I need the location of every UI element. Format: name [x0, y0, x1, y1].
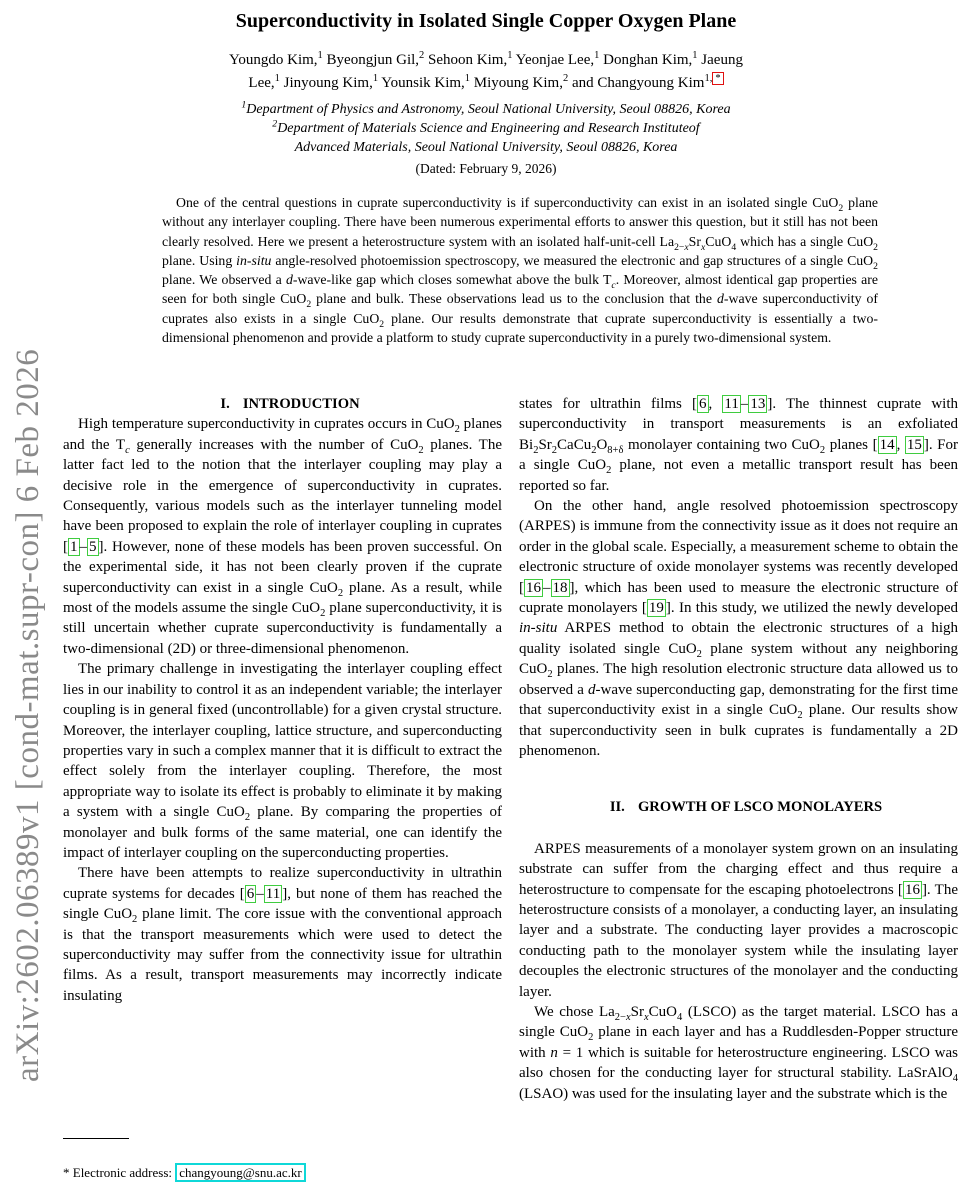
subscript-text: 2 — [337, 587, 344, 599]
intro-paragraph-3: There have been attempts to realize superconductivity in ultrathin cuprate systems for decades [ 6 – 11 ], but none of them has reached the single CuO$_2$ plane limit. The core issue with the conventional approach is that the transport measurements which were used to detect the superconductivity may suffer from the connectivity issue for ultrathin films. As a result, transport measurements may incorrectly indicate insulating — [63, 865, 502, 1004]
supscript-text: 1 — [507, 50, 513, 61]
citation-link[interactable]: 6 — [699, 396, 707, 412]
citation-link[interactable]: 11 — [724, 396, 739, 412]
affiliation-line-1: $^1$Department of Physics and Astronomy, Seoul National University, Seoul 08826, Korea — [241, 99, 731, 117]
italic-text: n — [550, 1044, 558, 1061]
footnote-block — [63, 1138, 503, 1181]
subscript-text: x — [684, 241, 689, 253]
subscript-text: 8+δ — [607, 444, 624, 456]
footnote-marker: * — [63, 1165, 70, 1180]
subscript-text: 2 — [819, 444, 826, 456]
subscript-text: 2 — [696, 648, 702, 660]
left-column — [63, 394, 502, 1104]
italic-text: d — [588, 681, 596, 698]
affiliation-line-2: $^2$Department of Materials Science and Engineering and Research Instituteof — [272, 118, 700, 136]
subscript-text: x — [700, 241, 706, 253]
subscript-text: 4 — [677, 1011, 683, 1023]
supscript-text: 1 — [317, 50, 323, 61]
abstract — [162, 193, 878, 347]
footnote-marker-link[interactable]: * — [712, 72, 723, 85]
section-title: GROWTH OF LSCO MONOLAYERS — [637, 799, 883, 816]
arpes-paragraph: On the other hand, angle resolved photoemission spectroscopy (ARPES) is immune from the connectivity issue as it does not require an order in the global scale. Especially, a measurement scheme to obtain the electronic structure of oxide monolayer systems was recently developed [ 16 – 18 ], which has been used to measure the electronic structure of cuprate monolayers [ 19 ]. In this study, we utilized the newly developed in-situ ARPES method to obtain the electronic structures of a high quality isolated single CuO$_2$ plane system without any neighboring CuO$_2$ planes. The high resolution electronic structure data allowed us to observed a d-wave superconducting gap, demonstrating for the first time that superconductivity exist in a single CuO$_2$ plane. Our results show that superconductivity seen in bulk cuprates is fundamentally a 2D phenomenon. — [519, 498, 958, 759]
subscript-text: 2 — [588, 1032, 594, 1044]
footnote-rule — [63, 1138, 129, 1139]
continuation-paragraph: states for ultrathin films [ 6 , 11 – 13 ]. The thinnest cuprate with superconductivity in transport measurements is an exfoliated $Bi_2Sr_2CaCu_2O_{8+\delta}$ monolayer containing two CuO$_2$ planes [ 14 , 15 ]. For a single CuO$_2$ plane, not even a metallic transport result has been reported so far. — [519, 396, 959, 494]
citation-link[interactable]: 5 — [89, 538, 97, 555]
email-link[interactable]: changyoung@snu.ac.kr — [175, 1163, 305, 1182]
intro-paragraph-2: The primary challenge in investigating the interlayer coupling effect lies in our inability to control it as an independent variable; the interlayer coupling is in general fixed (uncontrollable) for a given crystal structure. Moreover, the interlayer coupling, lattice structure, and superconducting properties vary in such a complex manner that it is difficult to extract the effect solely from the interlayer coupling. Therefore, the most appropriate way to isolate its effect is probably to eliminate it by making a system with a single CuO$_2$ plane. By comparing the properties of monolayer and bulk forms of the same material, one can identify the impact of interlayer coupling on the superconducting properties. — [63, 661, 502, 861]
subscript-text: 2 — [591, 444, 597, 456]
section-title: INTRODUCTION — [242, 396, 360, 412]
supscript-text: 1 — [692, 50, 698, 61]
citation-link[interactable]: 6 — [246, 885, 255, 902]
italic-text: in-situ — [236, 252, 272, 268]
right-column — [519, 394, 958, 1104]
citation-link[interactable]: 16 — [904, 881, 920, 898]
footnote — [63, 1165, 503, 1181]
author-line-2: Lee,$^1$ Jinyoung Kim,$^1$ Younsik Kim,$^1$ Miyoung Kim,$^2$ and Changyoung Kim$^{1,}$ * — [90, 72, 882, 95]
subscript-text: 2 — [797, 710, 803, 722]
subscript-text: x — [625, 1011, 631, 1023]
intro-paragraph-1: High temperature superconductivity in cuprates occurs in CuO$_2$ planes and the $T_c$ generally increases with the number of CuO$_2$ planes. The latter fact led to the notion that the interlayer coupling may play a decisive role in the emergence of superconductivity in cuprates. Consequently, various models such as the interlayer tunneling model have been proposed to explain the role of interlayer coupling in cuprates [ 1 – 5 ]. However, none of these models has been proven successful. On the experimental side, it has not been clearly proven if the cuprate superconductivity can exist in a single CuO$_2$ plane. As a result, while most of the models assume the single CuO$_2$ plane superconductivity, it is still uncertain whether cuprate superconductivity is fundamentally a two-dimensional (2D) or three-dimensional phenomenon. — [63, 416, 503, 657]
citation-link[interactable]: 14 — [879, 436, 895, 453]
growth-paragraph-1: ARPES measurements of a monolayer system grown on an insulating substrate can suffer from the charging effect and thus require a heterostructure to compensate for the escaping photoelectrons [ 16 ]. The heterostructure consists of a monolayer, a conducting layer, an insulating layer and a substrate. The conducting layer provides a macroscopic conducting path to the monolayer system while the insulating layer decouples the electronic structures of the monolayer and the conducting layer. — [519, 840, 959, 1000]
supscript-text: 2 — [419, 50, 425, 61]
date-line: (Dated: February 9, 2026) — [415, 161, 557, 176]
two-column-body — [63, 394, 958, 1104]
subscript-text: 2 — [454, 424, 460, 436]
citation-link[interactable]: 11 — [265, 885, 281, 902]
subscript-text: 2 — [306, 299, 312, 311]
subscript-text: 2 — [244, 812, 251, 824]
supscript-text: 1 — [464, 73, 471, 84]
citation-link[interactable]: 16 — [526, 579, 541, 596]
subscript-text: 2− — [614, 1011, 626, 1023]
citation-link[interactable]: 15 — [906, 436, 922, 453]
supscript-text: 1 — [372, 73, 379, 84]
section-heading-growth — [519, 797, 958, 817]
author-list — [90, 49, 882, 95]
subscript-text: 2 — [533, 444, 539, 456]
subscript-text: x — [643, 1011, 649, 1023]
subscript-text: 4 — [731, 241, 737, 253]
abstract-paragraph: One of the central questions in cuprate superconductivity is if superconductivity can exist in an isolated single CuO$_2$ plane without any interlayer coupling. There have been numerous experimental efforts to answer this question, but it still has not been clearly resolved. Here we present a heterostructure system with an isolated half-unit-cell $La_{2-x}Sr_xCuO_4$ which has a single CuO$_2$ plane. Using in-situ angle-resolved photoemission spectroscopy, we measured the electronic and gap structures of a single CuO$_2$ plane. We observed a d-wave-like gap which closes somewhat above the bulk $T_c$. Moreover, almost identical gap properties are seen for both single CuO$_2$ plane and bulk. These observations lead us to the conclusion that the d-wave superconductivity of cuprates also exists in a single CuO$_2$ plane. Our results demonstrate that cuprate superconductivity is essentially a two-dimensional phenomenon and provide a platform to study cuprate superconductivity in a purely two-dimensional system. — [162, 195, 879, 346]
citation-link[interactable]: 19 — [648, 600, 664, 617]
citation-link[interactable]: 13 — [750, 396, 766, 412]
subscript-text: 2 — [418, 444, 424, 456]
footnote-label: Electronic address: — [69, 1165, 176, 1180]
subscript-text: 2 — [873, 241, 878, 253]
subscript-text: 2 — [132, 914, 138, 926]
footnote-email-wrap — [175, 1163, 305, 1182]
affiliation-line-3: Advanced Materials, Seoul National University, Seoul 08826, Korea — [294, 140, 678, 155]
subscript-text: c — [611, 279, 616, 291]
section-heading-introduction — [63, 394, 502, 414]
subscript-text: 2 — [551, 444, 558, 456]
subscript-text: 2 — [838, 202, 844, 214]
paper-title: Superconductivity in Isolated Single Copper Oxygen Plane — [235, 10, 737, 32]
subscript-text: 4 — [952, 1073, 958, 1085]
subscript-text: 2 — [606, 465, 612, 477]
italic-text: d — [716, 291, 724, 307]
italic-text: in-situ — [519, 620, 558, 637]
arxiv-watermark: arXiv:2602.06389v1 [cond-mat.supr-con] 6 Feb 2026 — [10, 348, 46, 1082]
italic-text: d — [285, 272, 293, 288]
subscript-text: 2− — [674, 241, 685, 253]
growth-paragraph-2: We chose $La_{2-x}Sr_xCuO_4$ (LSCO) as the target material. LSCO has a single CuO$_2$ plane in each layer and has a Ruddlesden-Popper structure with n = 1 which is suitable for heterostructure engineering. LSCO was also chosen for the conducting layer for structural stability. LaSrAlO$_4$ (LSAO) was used for the insulating layer and the substrate which is the — [519, 1003, 958, 1102]
author-line-1: Youngdo Kim,$^1$ Byeongjun Gil,$^2$ Sehoon Kim,$^1$ Yeonjae Lee,$^1$ Donghan Kim,$^1$ Jaeung — [229, 50, 743, 68]
subscript-text: 2 — [547, 669, 553, 681]
citation-link[interactable]: 1 — [70, 538, 78, 555]
subscript-text: 2 — [320, 608, 326, 620]
citation-link[interactable]: 18 — [552, 579, 568, 596]
supscript-text: 2 — [272, 118, 278, 130]
subscript-text: 2 — [873, 260, 878, 272]
supscript-text: 1, — [704, 73, 713, 84]
supscript-text: 1 — [274, 73, 280, 84]
paper-header — [0, 0, 972, 177]
affiliations — [0, 100, 972, 157]
supscript-text: 1 — [241, 99, 247, 111]
subscript-text: c — [125, 444, 130, 456]
section-number: II. — [609, 799, 625, 816]
supscript-text: 1 — [594, 50, 600, 61]
subscript-text: 2 — [379, 318, 385, 330]
section-number: I. — [220, 396, 230, 412]
supscript-text: 2 — [562, 73, 569, 84]
